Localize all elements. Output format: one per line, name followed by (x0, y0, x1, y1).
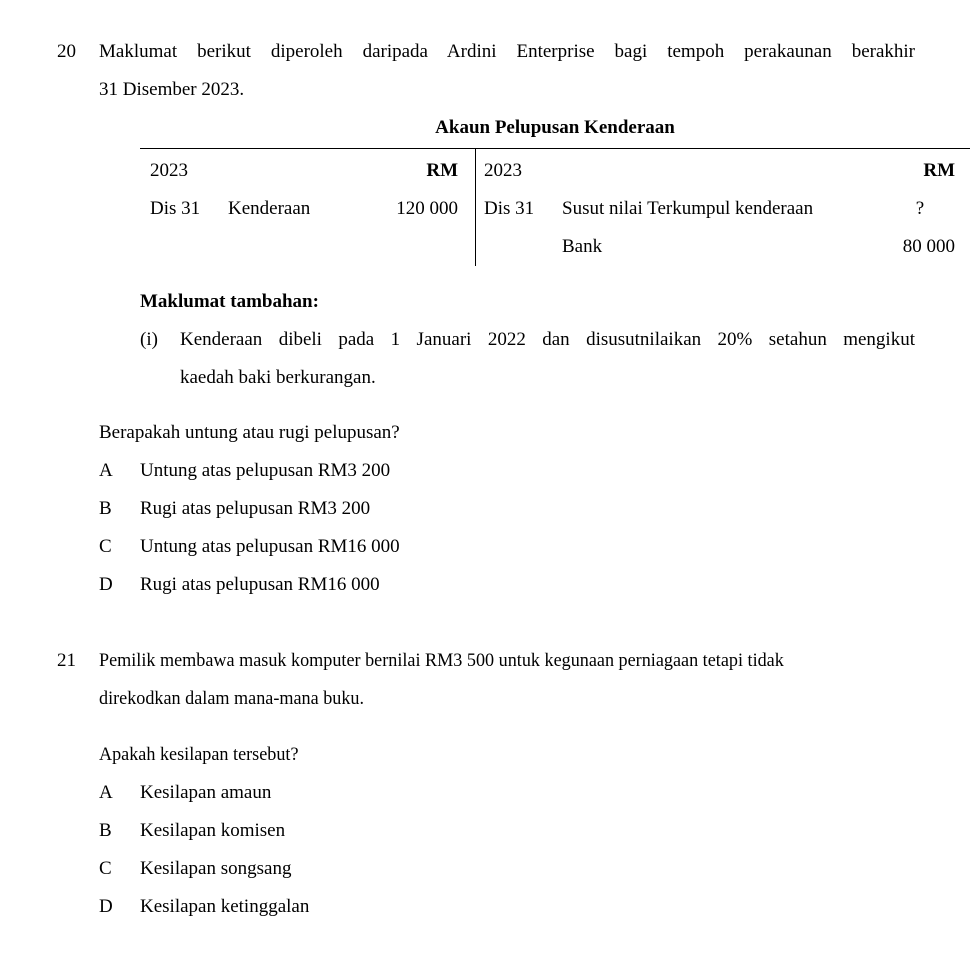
credit-row-1-date: Dis 31 (484, 198, 535, 219)
credit-amount-header: RM (923, 160, 955, 181)
option-letter-c[interactable]: C (99, 536, 112, 557)
credit-row-2-amount: 80 000 (902, 236, 955, 257)
question-stem-line-1: Maklumat berikut diperoleh daripada Ardini Enterprise bagi tempoh perakaunan berakhir (99, 41, 915, 62)
question-number: 20 (57, 41, 76, 62)
question-prompt: Apakah kesilapan tersebut? (99, 744, 299, 765)
credit-row-2-particular: Bank (562, 236, 603, 257)
table-title: Akaun Pelupusan Kenderaan (435, 117, 675, 138)
additional-information-item-line-2: kaedah baki berkurangan. (180, 367, 376, 388)
option-text-c[interactable]: Untung atas pelupusan RM16 000 (140, 536, 400, 557)
question-stem-line-1: Pemilik membawa masuk komputer bernilai RM3 500 untuk kegunaan perniagaan tetapi tidak (99, 650, 784, 671)
debit-row-date: Dis 31 (150, 198, 201, 219)
option-letter-b[interactable]: B (99, 498, 112, 519)
additional-information-heading: Maklumat tambahan: (140, 291, 319, 312)
option-letter-b[interactable]: B (99, 820, 112, 841)
credit-row-1-amount: ? (915, 198, 925, 219)
additional-information-item-line-1: Kenderaan dibeli pada 1 Januari 2022 dan disusutnilaikan 20% setahun mengikut (180, 329, 915, 350)
option-text-a[interactable]: Kesilapan amaun (140, 782, 272, 803)
option-text-a[interactable]: Untung atas pelupusan RM3 200 (140, 460, 391, 481)
table-center-divider (475, 149, 476, 266)
option-letter-a[interactable]: A (99, 460, 113, 481)
option-text-b[interactable]: Kesilapan komisen (140, 820, 286, 841)
question-stem-line-2: direkodkan dalam mana-mana buku. (99, 688, 365, 709)
credit-row-1-particular: Susut nilai Terkumpul kenderaan (562, 198, 814, 219)
option-letter-a[interactable]: A (99, 782, 113, 803)
question-prompt: Berapakah untung atau rugi pelupusan? (99, 422, 400, 443)
option-text-c[interactable]: Kesilapan songsang (140, 858, 292, 879)
option-text-d[interactable]: Kesilapan ketinggalan (140, 896, 310, 917)
option-text-d[interactable]: Rugi atas pelupusan RM16 000 (140, 574, 380, 595)
debit-year-header: 2023 (150, 160, 188, 181)
question-number: 21 (57, 650, 76, 671)
option-text-b[interactable]: Rugi atas pelupusan RM3 200 (140, 498, 371, 519)
debit-amount-header: RM (426, 160, 458, 181)
credit-year-header: 2023 (484, 160, 522, 181)
question-stem-line-2: 31 Disember 2023. (99, 79, 245, 100)
table-top-rule (140, 148, 970, 149)
option-letter-c[interactable]: C (99, 858, 112, 879)
additional-information-item-marker: (i) (140, 329, 158, 350)
option-letter-d[interactable]: D (99, 574, 113, 595)
debit-row-amount: 120 000 (396, 198, 458, 219)
debit-row-particular: Kenderaan (228, 198, 311, 219)
option-letter-d[interactable]: D (99, 896, 113, 917)
